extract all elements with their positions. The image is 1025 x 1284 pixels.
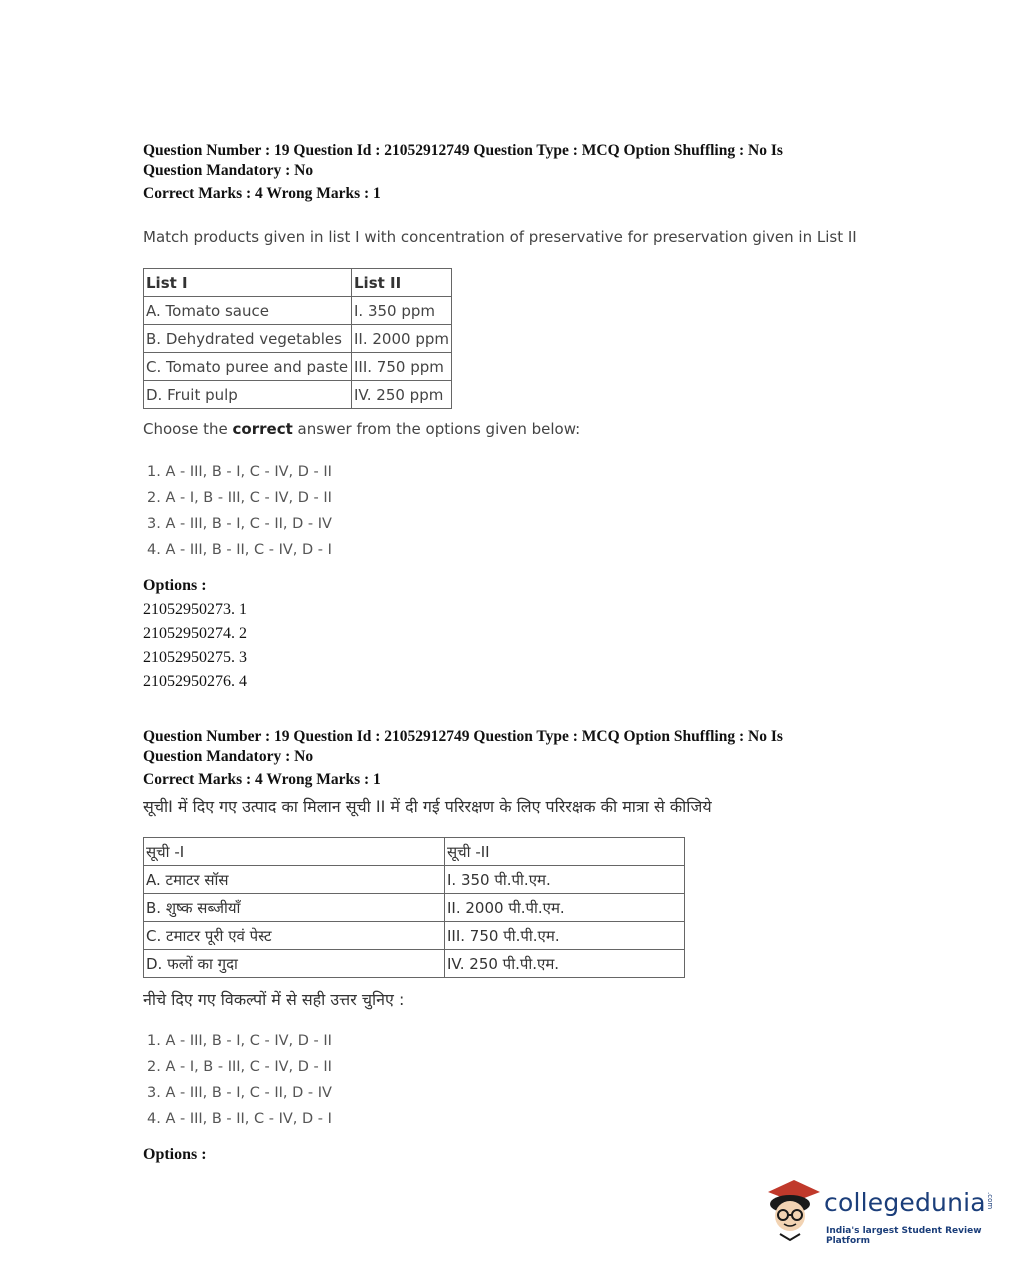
q1-options-label: Options : [143, 577, 207, 594]
table-row [144, 325, 452, 353]
choice-item: 2. A - I, B - III, C - IV, D - II [147, 1059, 332, 1075]
option-item: 21052950274. 2 [143, 625, 247, 642]
table-cell: III. 750 ppm [352, 353, 452, 381]
q2-marks: Correct Marks : 4 Wrong Marks : 1 [143, 771, 381, 788]
logo-com: .com [986, 1192, 994, 1210]
table-row [144, 866, 685, 894]
q1-choose-post: answer from the options given below: [292, 420, 581, 438]
table-cell: B. शुष्क सब्जीयाँ [144, 894, 445, 922]
choice-item: 4. A - III, B - II, C - IV, D - I [147, 542, 332, 558]
choice-item: 2. A - I, B - III, C - IV, D - II [147, 490, 332, 506]
table-cell: II. 2000 ppm [352, 325, 452, 353]
table-cell: A. टमाटर सॉस [144, 866, 445, 894]
mascot-icon [762, 1176, 824, 1246]
q1-options [143, 598, 873, 694]
option-item: 21052950273. 1 [143, 601, 247, 618]
table-cell: B. Dehydrated vegetables [144, 325, 352, 353]
option-item: 21052950275. 3 [143, 649, 247, 666]
q1-choices [143, 459, 873, 563]
table-cell: IV. 250 पी.पी.एम. [445, 950, 685, 978]
q1-instruction: Match products given in list I with concentration of preservative for preservation given in List II [143, 228, 857, 246]
table-row [144, 950, 685, 978]
q1-meta [143, 141, 873, 204]
choice-item: 1. A - III, B - I, C - IV, D - II [147, 464, 332, 480]
q2-match-table [143, 837, 685, 978]
q2-choose-instruction: नीचे दिए गए विकल्पों में से सही उत्तर चुनिए : [143, 990, 405, 1009]
q2-meta-line2: Question Mandatory : No [143, 748, 314, 765]
q1-meta-line1: Question Number : 19 Question Id : 21052912749 Question Type : MCQ Option Shuffling : No Is [143, 142, 783, 159]
table-header-cell: List I [144, 269, 352, 297]
table-cell: C. Tomato puree and paste [144, 353, 352, 381]
collegedunia-logo [762, 1176, 1002, 1246]
table-header-cell: सूची -I [144, 838, 445, 866]
table-cell: III. 750 पी.पी.एम. [445, 922, 685, 950]
q2-choices [143, 1028, 873, 1132]
q2-meta-line1: Question Number : 19 Question Id : 21052912749 Question Type : MCQ Option Shuffling : No Is [143, 728, 783, 745]
table-cell: I. 350 पी.पी.एम. [445, 866, 685, 894]
choice-item: 1. A - III, B - I, C - IV, D - II [147, 1033, 332, 1049]
table-cell: D. फलों का गुदा [144, 950, 445, 978]
table-cell: II. 2000 पी.पी.एम. [445, 894, 685, 922]
table-row [144, 381, 452, 409]
q1-choose-bold: correct [232, 420, 293, 438]
table-row [144, 353, 452, 381]
table-cell: IV. 250 ppm [352, 381, 452, 409]
choice-item: 3. A - III, B - I, C - II, D - IV [147, 516, 332, 532]
q1-marks: Correct Marks : 4 Wrong Marks : 1 [143, 185, 381, 202]
logo-tagline: India's largest Student Review Platform [826, 1226, 982, 1246]
q2-match-table-wrap [143, 837, 873, 978]
table-cell: A. Tomato sauce [144, 297, 352, 325]
q1-choose-instruction [143, 420, 873, 438]
q2-meta [143, 727, 873, 790]
logo-name: collegedunia [824, 1188, 986, 1217]
q1-match-table [143, 268, 452, 409]
option-item: 21052950276. 4 [143, 673, 247, 690]
table-row [144, 894, 685, 922]
q1-choose-pre: Choose the [143, 420, 233, 438]
choice-item: 3. A - III, B - I, C - II, D - IV [147, 1085, 332, 1101]
table-row [144, 297, 452, 325]
table-row [144, 922, 685, 950]
choice-item: 4. A - III, B - II, C - IV, D - I [147, 1111, 332, 1127]
table-header-cell: सूची -II [445, 838, 685, 866]
table-header-cell: List II [352, 269, 452, 297]
q1-meta-line2: Question Mandatory : No [143, 162, 314, 179]
table-cell: D. Fruit pulp [144, 381, 352, 409]
table-header-row [144, 838, 685, 866]
table-cell: I. 350 ppm [352, 297, 452, 325]
q1-match-table-wrap [143, 268, 873, 409]
q2-options-label: Options : [143, 1146, 207, 1163]
table-cell: C. टमाटर पूरी एवं पेस्ट [144, 922, 445, 950]
table-header-row [144, 269, 452, 297]
q2-instruction: सूचीI में दिए गए उत्पाद का मिलान सूची II में दी गई परिरक्षण के लिए परिरक्षक की मात्रा से कीजिये [143, 797, 712, 816]
